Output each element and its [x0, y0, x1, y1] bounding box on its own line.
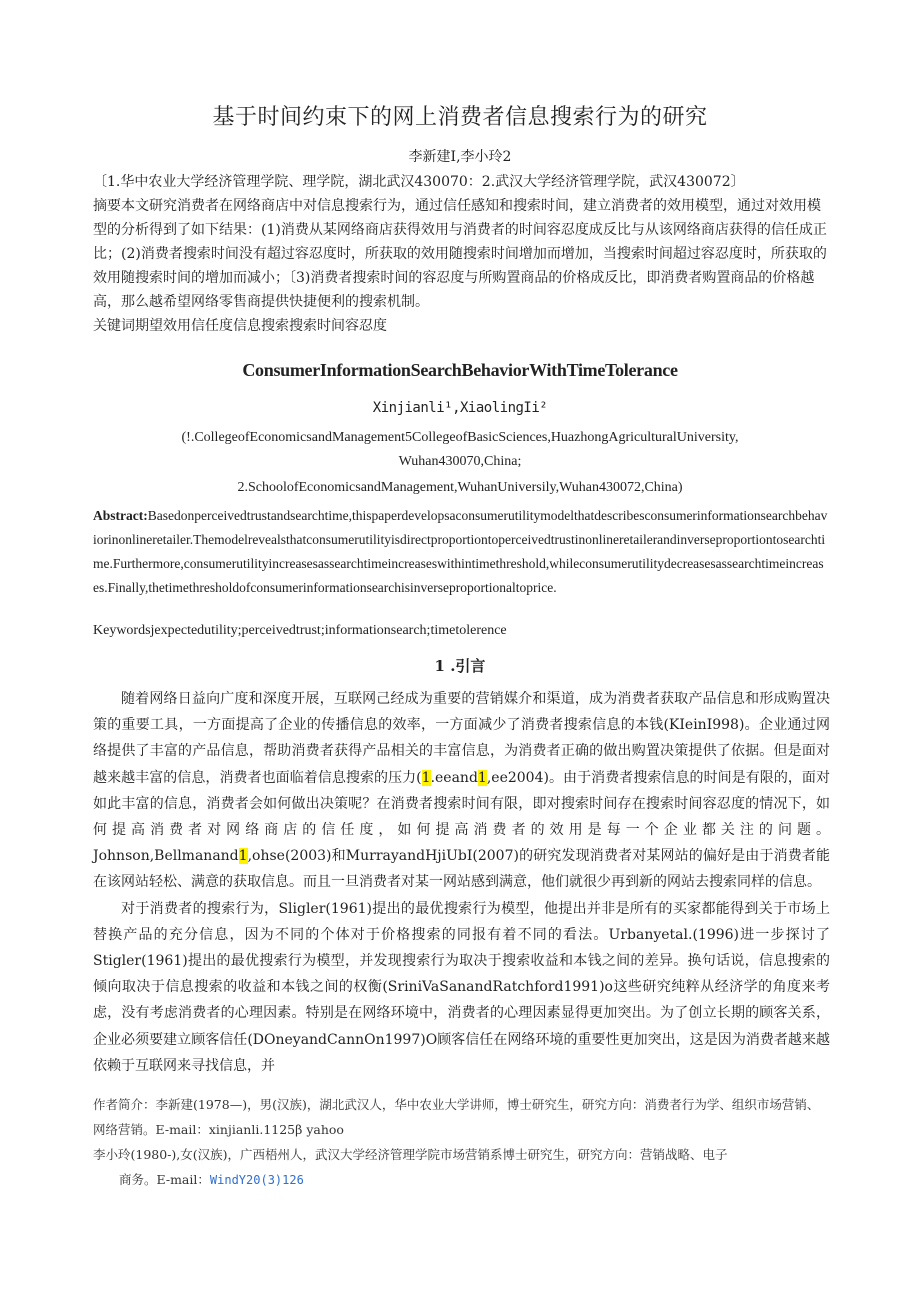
paper-title-en: ConsumerInformationSearchBehaviorWithTimeTolerance: [242, 360, 678, 380]
abstract-en-text: Basedonperceivedtrustandsearchtime,thispaperdevelopsaconsumerutilitymodelthatdescribesconsumerinformationsearchbehaviorinonlineretailer.Themodelrevealsthatconsumerutilityisdirectproportiontoperceivedtrustinonlineretailerandinverseproportiontosearchtime.Furthermore,consumerutilityincreasesassearchtimeincreaseswithintimethreshold,whileconsumerutilitydecreasesassearchtimeincreases.Finally,thetimethresholdofconsumerinformationsearchisinverseproportionaltoprice.: [93, 508, 828, 595]
abstract-cn: 摘要本文研究消费者在网络商店中对信息搜索行为，通过信任感知和搜索时间，建立消费者的效用模型，通过对效用模型的分析得到了如下结果：(1)消费从某网络商店获得效用与消费者的时间容忍度成反比与从该网络商店获得的信任成正比；(2)消费者搜索时间没有超过容忍度时，所获取的效用随搜索时间增加而增加，当搜索时间超过容忍度时，所获取的效用随搜索时间的增加而减小；〔3)消费者搜索时间的容忍度与所购置商品的价格成反比，即消费者购置商品的价格越高，那么越希望网络零售商提供快捷便利的搜索机制。: [93, 198, 827, 310]
section-title: 1 .引言: [434, 657, 486, 675]
affiliation-en-1b: Wuhan430070,China;: [398, 454, 522, 469]
paragraph: 对于消费者的搜索行为，Sligler(1961)提出的最优搜索行为模型，他提出并非是所有的买家都能得到关于市场上替换产品的充分信息，因为不同的个体对于价格搜索的同报有着不同的看法。Urbanyetal.(1996)进一步探讨了Stigler(1961)提出的最优搜索行为模型，并发现搜索行为取决于搜索收益和本钱之间的差异。换句话说，信息搜索的倾向取决于信息搜索的收益和本钱之间的权衡(SriniVaSanandRatchford1991)o这些研究纯粹从经济学的角度来考虑，没有考虑消费者的心理因素。特别是在网络环境中，消费者的心理因素显得更加突出。为了创立长期的顾客关系，企业必须要建立顾客信任(DOneyandCannOn1997)O顾客信任在网络环境的重要性更加突出，这是因为消费者越来越依赖于互联网来寻找信息，并: [93, 900, 830, 1074]
footnote-line: 李小玲(1980-),女(汉族)，广西梧州人，武汉大学经济管理学院市场营销系博士研究生，研究方向：营销战略、电子: [93, 1147, 728, 1162]
chinese-front-matter: [93, 170, 828, 338]
highlight-mark: 1: [238, 848, 248, 865]
highlight-mark: 1: [421, 769, 431, 786]
abstract-en-label: Abstract:: [93, 508, 148, 523]
footnote-email-label: 商务。E-mail：: [119, 1172, 210, 1187]
paragraph-text: .eeand: [430, 769, 478, 786]
affiliation-en-1: [0, 426, 920, 474]
keywords-cn: 关键词期望效用信任度信息搜索搜索时间容忍度: [93, 318, 387, 334]
email-link[interactable]: WindY20(3)126: [209, 1173, 304, 1187]
footnote-line: [93, 1167, 828, 1193]
paragraph: [93, 686, 830, 896]
paragraph-text: ,ohse(2003)和MurrayandHjiUbI(2007)的研究发现消费者对某网站的偏好是由于消费者能在该网站轻松、满意的获取信息。而且一旦消费者对某一网站感到满意，他们就很少再到新的网站去搜索同样的信息。: [93, 848, 830, 891]
paper-title-cn: 基于时间约束下的网上消费者信息搜索行为的研究: [212, 105, 708, 130]
authors-cn: 李新建I,李小玲2: [408, 149, 512, 165]
body-text: [93, 686, 830, 1079]
authors-en: Xinjianli¹,XiaolingIi²: [372, 400, 548, 416]
abstract-en: [93, 504, 828, 600]
footnote-line: 作者简介：李新建(1978—)，男(汉族)，湖北武汉人，华中农业大学讲师，博士研究生，研究方向：消费者行为学、组织市场营销、网络营销。E-mail：xinjianli.1125β yahoo: [93, 1097, 820, 1137]
keywords-en: Keywordsjexpectedutility;perceivedtrust;informationsearch;timetolerence: [93, 623, 507, 638]
paragraph-text: ,ee2004)。由于消费者搜索信息的时间是有限的，面对如此丰富的信息，消费者会如何做出决策呢？在消费者搜索时间有限，即对搜索时间存在搜索时间容忍度的情况下，如何提高消费者对网络商店的信任度，如何提高消费者的效用是每一个企业都关注的问题。Johnson,Bellmanand: [93, 769, 830, 865]
affiliation-cn: 〔1.华中农业大学经济管理学院、理学院，湖北武汉430070：2.武汉大学经济管理学院，武汉430072〕: [93, 174, 745, 190]
affiliation-en-2: 2.SchoolofEconomicsandManagement,WuhanUniversily,Wuhan430072,China): [237, 480, 683, 495]
affiliation-en-1a: (!.CollegeofEconomicsandManagement5CollegeofBasicSciences,HuazhongAgriculturalUniversity,: [181, 430, 739, 445]
paragraph-text: 随着网络日益向广度和深度开展，互联网己经成为重要的营销媒介和渠道，成为消费者获取产品信息和形成购置决策的重要工具，一方面提高了企业的传播信息的效率，一方面减少了消费者搜索信息的本钱(KIeinI998)。企业通过网络提供了丰富的产品信息，帮助消费者获得产品相关的丰富信息，为消费者正确的做出购置决策提供了依据。但是面对越来越丰富的信息，消费者也面临着信息搜索的压力(: [93, 691, 830, 786]
highlight-mark: 1: [477, 769, 487, 786]
author-footnotes: [93, 1092, 828, 1193]
